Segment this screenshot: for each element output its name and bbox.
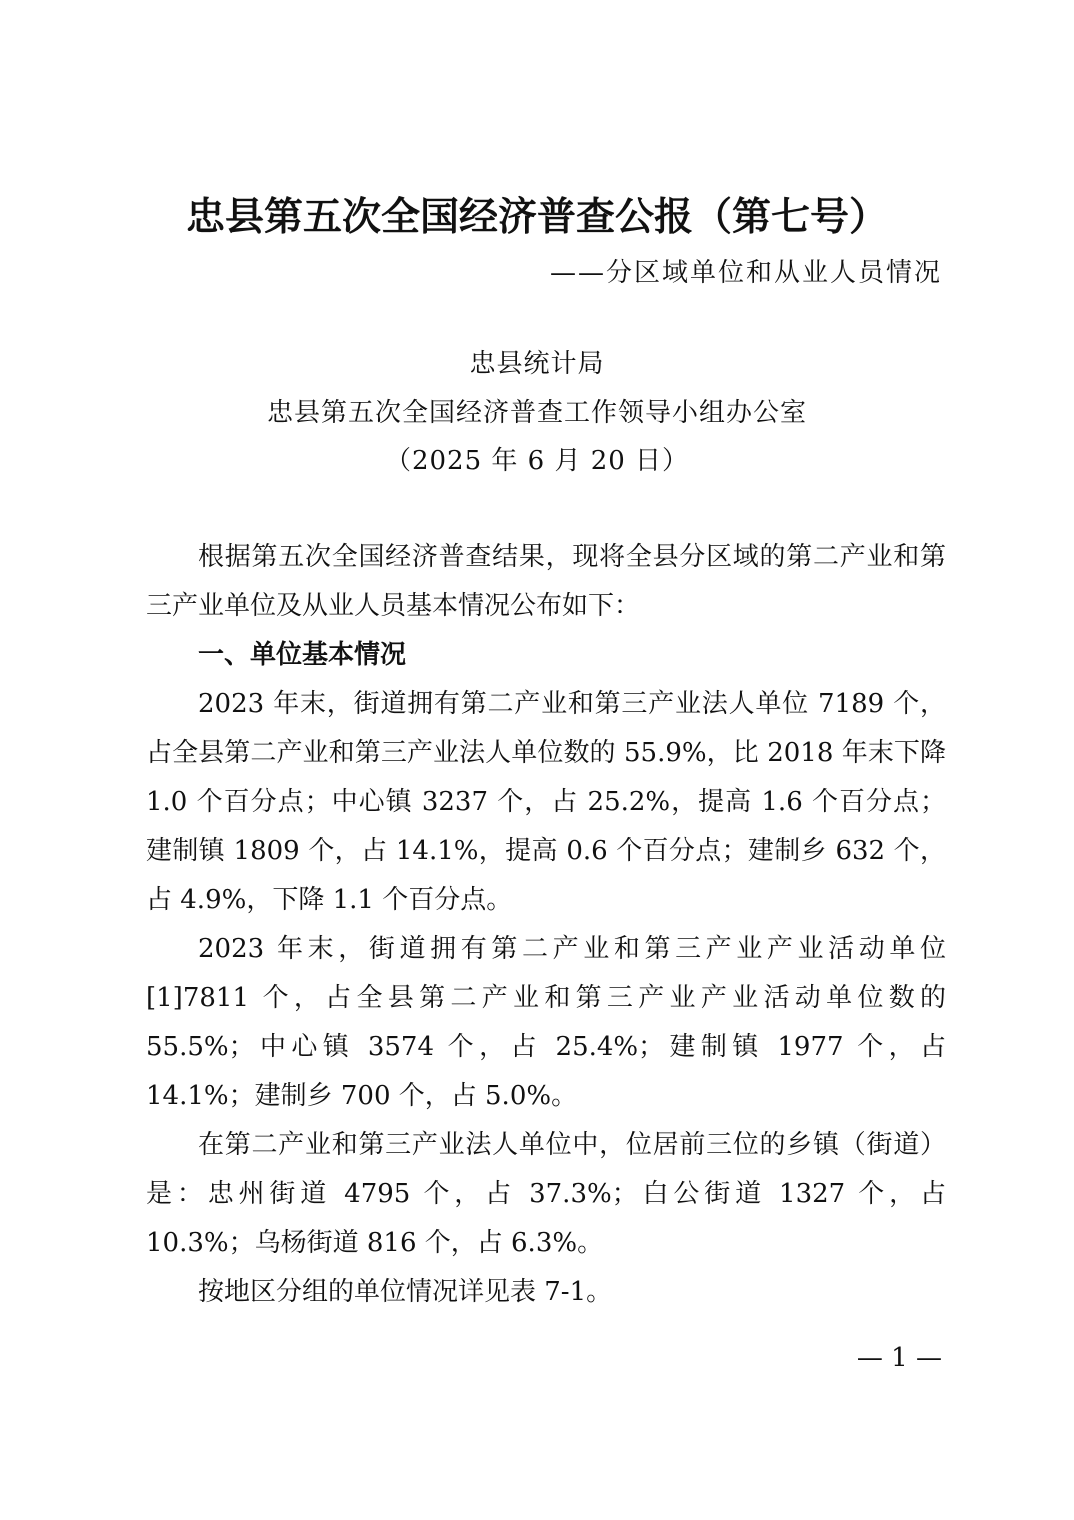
intro-paragraph: 根据第五次全国经济普查结果，现将全县分区域的第二产业和第三产业单位及从业人员基本情况公布如下： [146,542,946,621]
paragraph-legal-units: 2023 年末，街道拥有第二产业和第三产业法人单位 7189 个，占全县第二产业和第三产业法人单位数的 55.9%，比 2018 年末下降 1.0 个百分点；中心镇 3237 个，占 25.2%，提高 1.6 个百分点；建制镇 1809 个，占 14.1%，提高 0.6 个百分点；建制乡 632 个，占 4.9%，下降 1.1 个百分点。 [146,689,946,915]
paragraph-activity-units: 2023 年末，街道拥有第二产业和第三产业产业活动单位[1]7811 个，占全县第二产业和第三产业产业活动单位数的 55.5%；中心镇 3574 个，占 25.4%；建制镇 1977 个，占 14.1%；建制乡 700 个，占 5.0%。 [146,934,946,1111]
section-heading: 一、单位基本情况 [198,640,407,670]
document-body [146,533,946,1317]
page-number: — 1 — [856,1343,942,1373]
issuer-bureau: 忠县统计局 [469,349,605,379]
document-title: 忠县第五次全国经济普查公报（第七号） [185,195,888,240]
document-subtitle: ——分区域单位和从业人员情况 [549,258,942,288]
issue-date: （2025 年 6 月 20 日） [384,446,690,476]
paragraph-top-three: 在第二产业和第三产业法人单位中，位居前三位的乡镇（街道）是：忠州街道 4795 个，占 37.3%；白公街道 1327 个，占 10.3%；乌杨街道 816 个，占 6.3%。 [146,1130,946,1258]
paragraph-table-reference: 按地区分组的单位情况详见表 7-1。 [198,1277,613,1307]
issuer-office: 忠县第五次全国经济普查工作领导小组办公室 [266,398,807,428]
